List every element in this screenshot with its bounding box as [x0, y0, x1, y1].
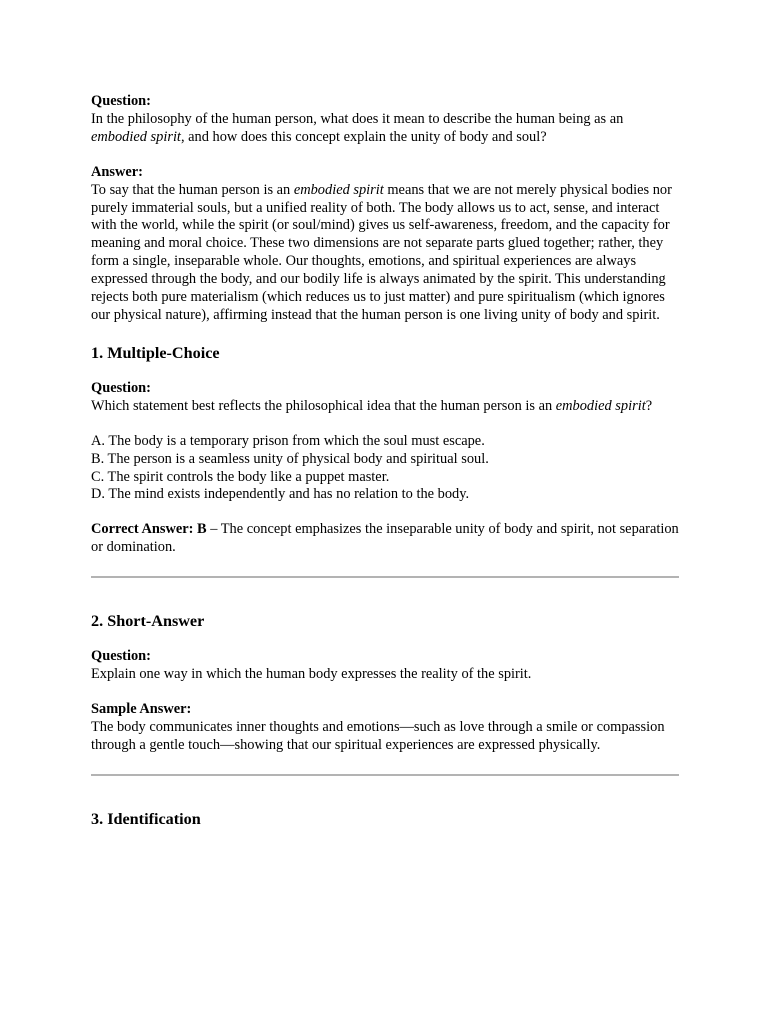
section1-question-text-part2: ?: [645, 397, 653, 414]
section1-correct-answer: [91, 521, 681, 557]
intro-answer-text-part1: To say that the human person is an: [91, 181, 294, 198]
correct-answer-explanation: – The concept emphasizes the inseparable unity of body and spirit, not separation or domination.: [91, 521, 679, 556]
intro-answer-block: [91, 164, 681, 325]
document-page: [91, 93, 681, 829]
section3-heading: 3. Identification: [91, 809, 201, 828]
section2-answer-block: [91, 701, 681, 755]
section1-question-label: Question:: [91, 379, 151, 396]
intro-question-text: [91, 111, 681, 147]
section1-question-emphasis: embodied spirit: [555, 397, 646, 414]
section2-question-block: [91, 648, 681, 684]
section2-heading: 2. Short-Answer: [91, 612, 205, 631]
intro-answer-label: Answer:: [91, 163, 143, 180]
intro-answer-emphasis: embodied spirit: [293, 181, 384, 198]
intro-answer-text-part2: means that we are not merely physical bodies nor purely immaterial souls, but a unified reality of both. The body allows us to act, sense, and interact with the world, while the spirit (or soul/mind) gives us self-awareness, freedom, and the capacity for meaning and moral choice. These two dimensions are not separate parts glued together; rather, they form a single, inseparable whole. Our thoughts, emotions, and spiritual experiences are always expressed through the body, and our bodily life is always animated by the spirit. This understanding rejects both pure materialism (which reduces us to just matter) and pure spiritualism (which ignores our physical nature), affirming instead that the human person is one living unity of body and spirit.: [91, 181, 672, 323]
section2-question-text: Explain one way in which the human body expresses the reality of the spirit.: [91, 666, 532, 683]
intro-question-text-part1: In the philosophy of the human person, what does it mean to describe the human being as an: [91, 110, 624, 127]
section-divider-2: [91, 774, 679, 776]
section-divider-1: [91, 576, 679, 578]
correct-answer-label: Correct Answer: B: [91, 521, 207, 538]
option-a: A. The body is a temporary prison from which the soul must escape.: [91, 432, 485, 449]
intro-question-label: Question:: [91, 93, 151, 109]
intro-question-emphasis: embodied spirit: [91, 128, 181, 145]
intro-answer-text: [91, 182, 681, 325]
section2-answer-label: Sample Answer:: [91, 700, 192, 717]
section1-heading: 1. Multiple-Choice: [91, 343, 220, 362]
option-d: D. The mind exists independently and has no relation to the body.: [91, 486, 470, 503]
section2-answer-text: The body communicates inner thoughts and emotions—such as love through a smile or compassion through a gentle touch—showing that our spiritual experiences are expressed physically.: [91, 718, 665, 753]
intro-question-text-part2: , and how does this concept explain the unity of body and soul?: [180, 128, 547, 145]
option-b: B. The person is a seamless unity of physical body and spiritual soul.: [91, 450, 489, 467]
section1-question-block: [91, 380, 681, 416]
option-c: C. The spirit controls the body like a puppet master.: [91, 468, 390, 485]
section1-options-list: [91, 433, 681, 505]
section1-question-text-part1: Which statement best reflects the philosophical idea that the human person is an: [91, 397, 556, 414]
intro-question-block: [91, 93, 681, 147]
section2-question-label: Question:: [91, 648, 151, 665]
section1-question-text: [91, 398, 681, 416]
